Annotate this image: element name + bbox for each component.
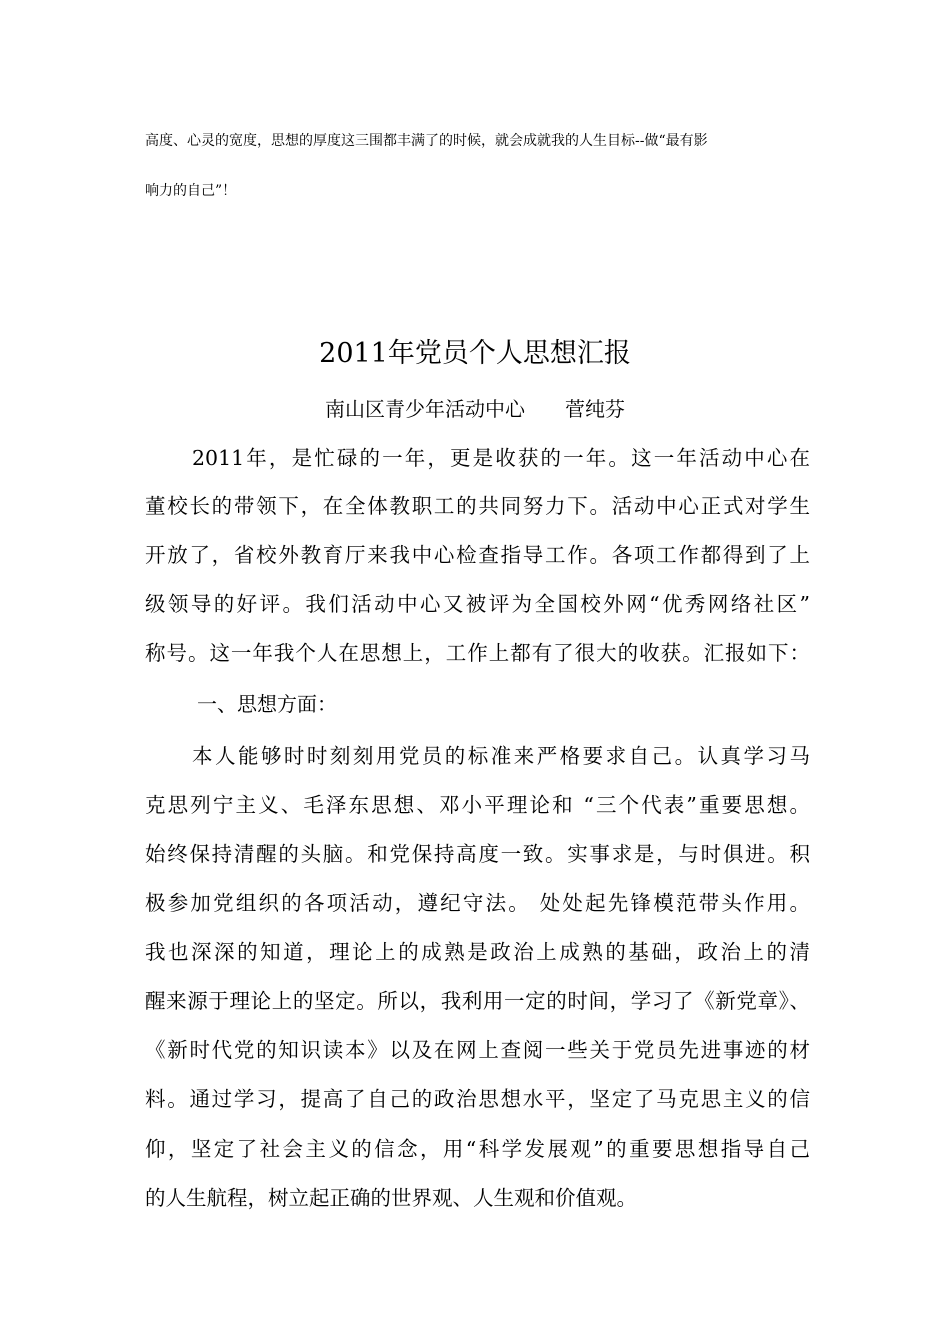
intro-line-5: 称号。这一年我个人在思想上，工作上都有了很大的收获。汇报如下： xyxy=(145,641,810,665)
section-1-line-5: 我也深深的知道，理论上的成熟是政治上成熟的基础，政治上的清 xyxy=(145,940,810,964)
section-1-line-10: 的人生航程，树立起正确的世界观、人生观和价值观。 xyxy=(145,1186,637,1210)
intro-line-1: 2011年，是忙碌的一年，更是收获的一年。这一年活动中心在 xyxy=(192,446,810,470)
fragment-line-1: 高度、心灵的宽度，思想的厚度这三围都丰满了的时候，就会成就我的人生目标--做“最有影 xyxy=(145,133,708,149)
section-1-line-1: 本人能够时时刻刻用党员的标准来严格要求自己。认真学习马 xyxy=(192,744,810,768)
section-1-line-6: 醒来源于理论上的坚定。所以，我利用一定的时间，学习了《新党章》、 xyxy=(145,989,810,1013)
author-name: 菅纯芬 xyxy=(565,397,625,421)
section-1-line-7: 《新时代党的知识读本》以及在网上查阅一些关于党员先进事迹的材 xyxy=(145,1038,810,1062)
section-1-heading: 一、思想方面： xyxy=(197,692,337,716)
intro-line-4: 级领导的好评。我们活动中心又被评为全国校外网“优秀网络社区” xyxy=(145,592,810,616)
report-title: 2011年党员个人思想汇报 xyxy=(319,338,631,369)
section-1-line-8: 料。通过学习，提高了自己的政治思想水平，坚定了马克思主义的信 xyxy=(145,1087,810,1111)
report-author xyxy=(0,394,950,424)
intro-line-3: 开放了，省校外教育厅来我中心检查指导工作。各项工作都得到了上 xyxy=(145,543,810,567)
section-1-line-9: 仰，坚定了社会主义的信念，用“科学发展观”的重要思想指导自己 xyxy=(145,1137,810,1161)
section-1-line-2: 克思列宁主义、毛泽东思想、邓小平理论和 “三个代表”重要思想。 xyxy=(145,793,810,817)
section-1-line-3: 始终保持清醒的头脑。和党保持高度一致。实事求是，与时俱进。积 xyxy=(145,842,810,866)
intro-line-2: 董校长的带领下，在全体教职工的共同努力下。活动中心正式对学生 xyxy=(145,494,810,518)
section-1-line-4: 极参加党组织的各项活动，遵纪守法。 处处起先锋模范带头作用。 xyxy=(145,891,810,915)
fragment-line-2: 响力的自己”！ xyxy=(145,183,237,199)
author-organization: 南山区青少年活动中心 xyxy=(325,397,525,421)
